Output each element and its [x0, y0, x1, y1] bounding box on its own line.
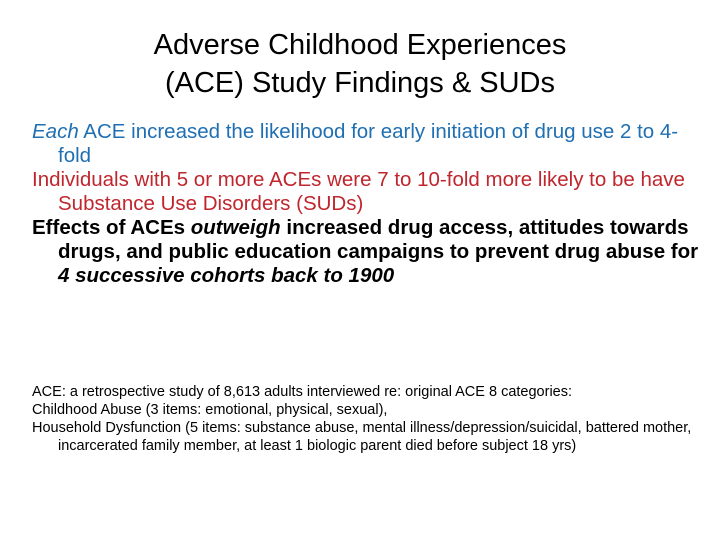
finding-text: ACE increased the likelihood for early initiation of drug use 2 to 4-fold: [58, 120, 679, 167]
title-line-2: (ACE) Study Findings & SUDs: [164, 67, 555, 99]
finding-early-initiation: [32, 120, 700, 168]
slide-title: [30, 26, 690, 102]
finding-emphasis: Each: [32, 120, 79, 143]
finding-text: Individuals with 5 or more ACEs were 7 to 10-fold more likely to be have Substance Use Disorders (SUDs): [32, 168, 685, 215]
findings-list: [32, 120, 700, 288]
study-notes: [32, 383, 700, 455]
finding-text: Effects of ACEs: [32, 216, 191, 239]
finding-effects: [32, 216, 700, 288]
finding-sud-likelihood: [32, 168, 700, 216]
title-line-1: Adverse Childhood Experiences: [153, 29, 567, 61]
finding-emphasis: outweigh: [190, 216, 281, 239]
note-household-dysfunction: Household Dysfunction (5 items: substance abuse, mental illness/depression/suicidal, battered mother, incarcerated family member, at least 1 biologic parent died before subject 18 yrs): [32, 420, 692, 454]
note-childhood-abuse: Childhood Abuse (3 items: emotional, physical, sexual),: [32, 402, 388, 418]
note-study-description: ACE: a retrospective study of 8,613 adults interviewed re: original ACE 8 categories:: [32, 384, 573, 400]
finding-text: increased drug access, attitudes towards drugs, and public education campaigns to prevent drug abuse for: [58, 216, 699, 263]
finding-emphasis: 4 successive cohorts back to 1900: [58, 264, 395, 287]
